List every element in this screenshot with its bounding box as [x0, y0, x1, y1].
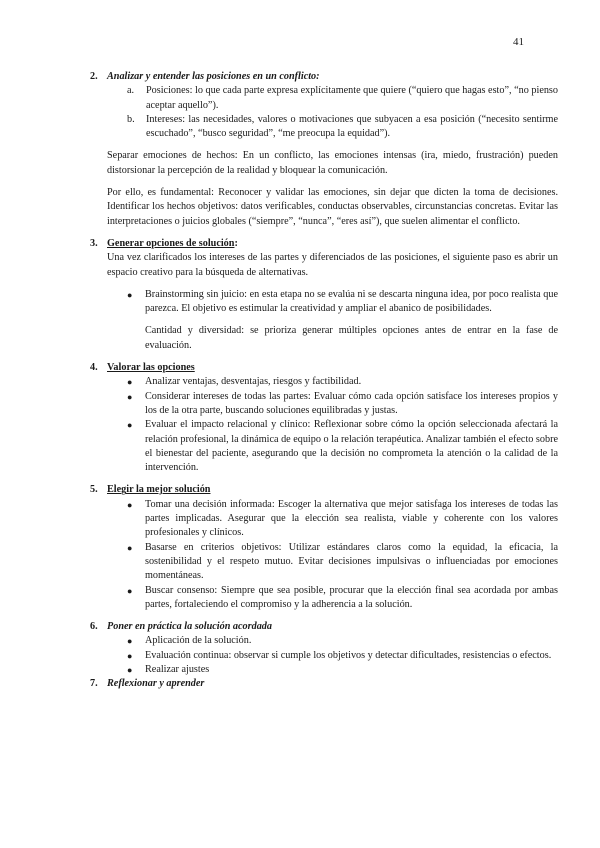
list-text: Brainstorming sin juicio: en esta etapa no se evalúa ni se descarta ninguna idea, por poco realista que parezca. El objetivo es estimular la creatividad y ampliar el abanico de posibilidades.: [145, 288, 558, 315]
list-item-a: [127, 84, 558, 113]
list-item: [127, 584, 558, 613]
list-item: [127, 634, 558, 648]
list-label: b.: [127, 113, 135, 125]
bullet-icon: ●: [127, 289, 133, 300]
paragraph-quantity: Cantidad y diversidad: se prioriza generar múltiples opciones antes de entrar en la fase de evaluación.: [145, 325, 558, 351]
section-7-heading: [90, 677, 558, 691]
section-number: 7.: [90, 678, 98, 690]
bullet-icon: ●: [127, 420, 133, 431]
section-4-heading: [90, 361, 558, 375]
list-text: Considerar intereses de todas las partes: Evaluar cómo cada opción satisface los intereses propios y los de la otra parte, buscando soluciones equilibradas y justas.: [145, 390, 558, 416]
list-item: [127, 498, 558, 541]
list-text: Intereses: las necesidades, valores o motivaciones que subyacen a esa posición (“necesito sentirme escuchado”, “busco seguridad”, “me preocupa la equidad”).: [146, 113, 558, 140]
section-title: Generar opciones de solución: [107, 237, 235, 249]
list-item: [127, 663, 558, 677]
section-2-heading: [90, 70, 558, 84]
bullet-icon: ●: [127, 377, 133, 388]
page-number: 41: [513, 36, 524, 48]
section-number: 2.: [90, 71, 98, 82]
section-title: Reflexionar y aprender: [107, 678, 205, 690]
list-item: [127, 288, 558, 317]
list-text: Evaluar el impacto relacional y clínico: Reflexionar sobre cómo la opción seleccionada afectará la relación profesional, la dinámica de equipo o la relación terapéutica. Analizar también el efecto sobre el bienestar del paciente, asegurando que la decisión no comprometa la atención o la calidad de la intervención.: [145, 419, 558, 474]
bullet-icon: ●: [127, 650, 133, 661]
list-text: Realizar ajustes: [145, 663, 210, 675]
list-item: [127, 375, 558, 389]
list-label: a.: [127, 85, 135, 97]
list-text: Aplicación de la solución.: [145, 635, 252, 647]
section-number: 6.: [90, 621, 98, 633]
paragraph-emotions: Separar emociones de hechos: En un conflicto, las emociones intensas (ira, miedo, frustración) pueden distorsionar la percepción de la realidad y bloquear la comunicación.: [107, 150, 558, 176]
list-text: Basarse en criterios objetivos: Utilizar estándares claros como la equidad, la eficacia, la sostenibilidad y el respeto mutuo. Evitar decisiones impulsivas o influenciadas por emociones momentáneas.: [145, 541, 558, 582]
section-title: Valorar las opciones: [107, 362, 195, 374]
section-number: 5.: [90, 484, 98, 496]
section-title-suffix: :: [234, 237, 238, 249]
document-body: [90, 70, 558, 692]
section-5-heading: [90, 483, 558, 497]
list-item-b: [127, 113, 558, 142]
list-item: [127, 541, 558, 584]
section-title: Elegir la mejor solución: [107, 484, 211, 496]
paragraph-intro: Una vez clarificados los intereses de las partes y diferenciados de las posiciones, el siguiente paso es abrir un espacio creativo para la búsqueda de alternativas.: [107, 252, 558, 278]
paragraph-fundamental: Por ello, es fundamental: Reconocer y validar las emociones, sin dejar que dicten la toma de decisiones. Identificar los hechos objetivos: datos verificables, conductas observables, circunstancias concretas. Evitar las interpretaciones o juicios globales (“siempre”, “nunca”, “eres así”), que suelen alimentar el conflicto.: [107, 187, 558, 227]
list-text: Tomar una decisión informada: Escoger la alternativa que mejor satisfaga los intereses de todas las partes implicadas. Asegurar que la elección sea realista, viable y coherente con los valores profesionales y clínicos.: [145, 498, 558, 539]
list-item: [127, 418, 558, 475]
list-text: Evaluación continua: observar si cumple los objetivos y detectar dificultades, resistencias o efectos.: [145, 649, 552, 661]
list-text: Buscar consenso: Siempre que sea posible, procurar que la elección final sea acordada por ambas partes, fortaleciendo el compromiso y la adherencia a la solución.: [145, 584, 558, 610]
section-3-heading: [90, 237, 558, 251]
list-text: Posiciones: lo que cada parte expresa explícitamente que quiere (“quiero que hagas esto”, “no pienso aceptar aquello”).: [146, 85, 558, 111]
bullet-icon: ●: [127, 542, 133, 553]
bullet-icon: ●: [127, 636, 133, 647]
section-title: Poner en práctica la solución acordada: [107, 621, 272, 633]
bullet-icon: ●: [127, 585, 133, 596]
list-text: Analizar ventajas, desventajas, riesgos y factibilidad.: [145, 376, 362, 388]
section-6-heading: [90, 620, 558, 634]
bullet-icon: ●: [127, 664, 133, 675]
list-item: [127, 649, 558, 663]
bullet-icon: ●: [127, 391, 133, 402]
section-number: 4.: [90, 362, 98, 374]
list-item: [127, 390, 558, 419]
section-number: 3.: [90, 237, 98, 249]
section-title: Analizar y entender las posiciones en un conflicto:: [107, 71, 320, 82]
bullet-icon: ●: [127, 499, 133, 510]
